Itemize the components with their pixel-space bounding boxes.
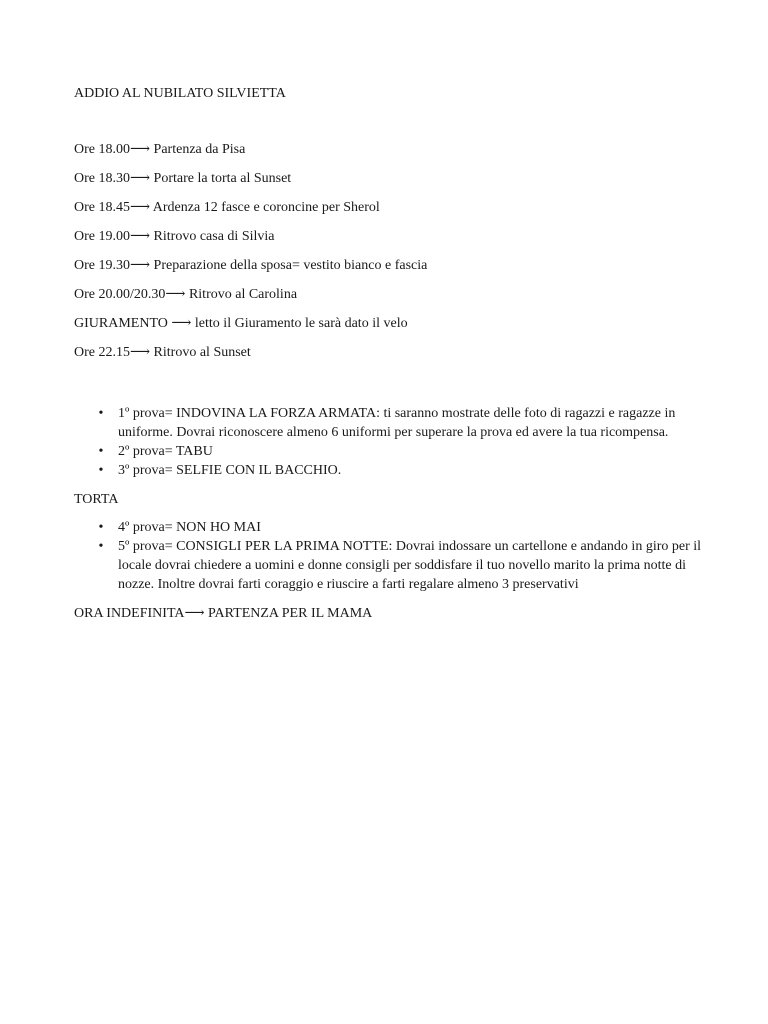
list-item-text: 3º prova= SELFIE CON IL BACCHIO. [118,463,342,478]
schedule-line: Ore 22.15⟶ Ritrovo al Sunset [74,345,251,360]
list-item-text: 2º prova= TABU [118,444,213,459]
list-item [74,537,704,594]
schedule-line: Ore 18.00⟶ Partenza da Pisa [74,142,246,157]
bullet-icon: • [98,520,104,535]
schedule-line: Ore 19.30⟶ Preparazione della sposa= vestito bianco e fascia [74,258,428,273]
list-item [74,518,704,537]
list-item [74,442,704,461]
bullet-icon: • [98,444,104,459]
challenge-list-1 [74,404,704,480]
list-item [74,461,704,480]
ending-line: ORA INDEFINITA⟶ PARTENZA PER IL MAMA [74,606,373,621]
schedule-line: Ore 20.00/20.30⟶ Ritrovo al Carolina [74,287,298,302]
document-title: ADDIO AL NUBILATO SILVIETTA [74,86,286,101]
challenge-list-2 [74,518,704,594]
schedule-line: Ore 19.00⟶ Ritrovo casa di Silvia [74,229,275,244]
torta-heading: TORTA [74,492,119,507]
bullet-icon: • [98,539,104,554]
list-item-text: 4º prova= NON HO MAI [118,520,261,535]
schedule-line: Ore 18.45⟶ Ardenza 12 fasce e coroncine per Sherol [74,200,380,215]
list-item-text: 1º prova= INDOVINA LA FORZA ARMATA: ti saranno mostrate delle foto di ragazzi e ragazze in uniforme. Dovrai riconoscere almeno 6 uniformi per superare la prova ed avere la tua ricompensa. [118,406,676,440]
list-item-text: 5º prova= CONSIGLI PER LA PRIMA NOTTE: Dovrai indossare un cartellone e andando in giro per il locale dovrai chiedere a uomini e donne consigli per soddisfare il tuo novello marito la prima notte di nozze. Inoltre dovrai farti coraggio e riuscire a farti regalare almeno 3 preservativi [118,539,702,592]
bullet-icon: • [98,463,104,478]
list-item [74,404,704,442]
bullet-icon: • [98,406,104,421]
schedule-line: Ore 18.30⟶ Portare la torta al Sunset [74,171,292,186]
schedule [74,140,704,363]
schedule-line: GIURAMENTO ⟶ letto il Giuramento le sarà dato il velo [74,316,408,331]
document-page [74,84,704,624]
